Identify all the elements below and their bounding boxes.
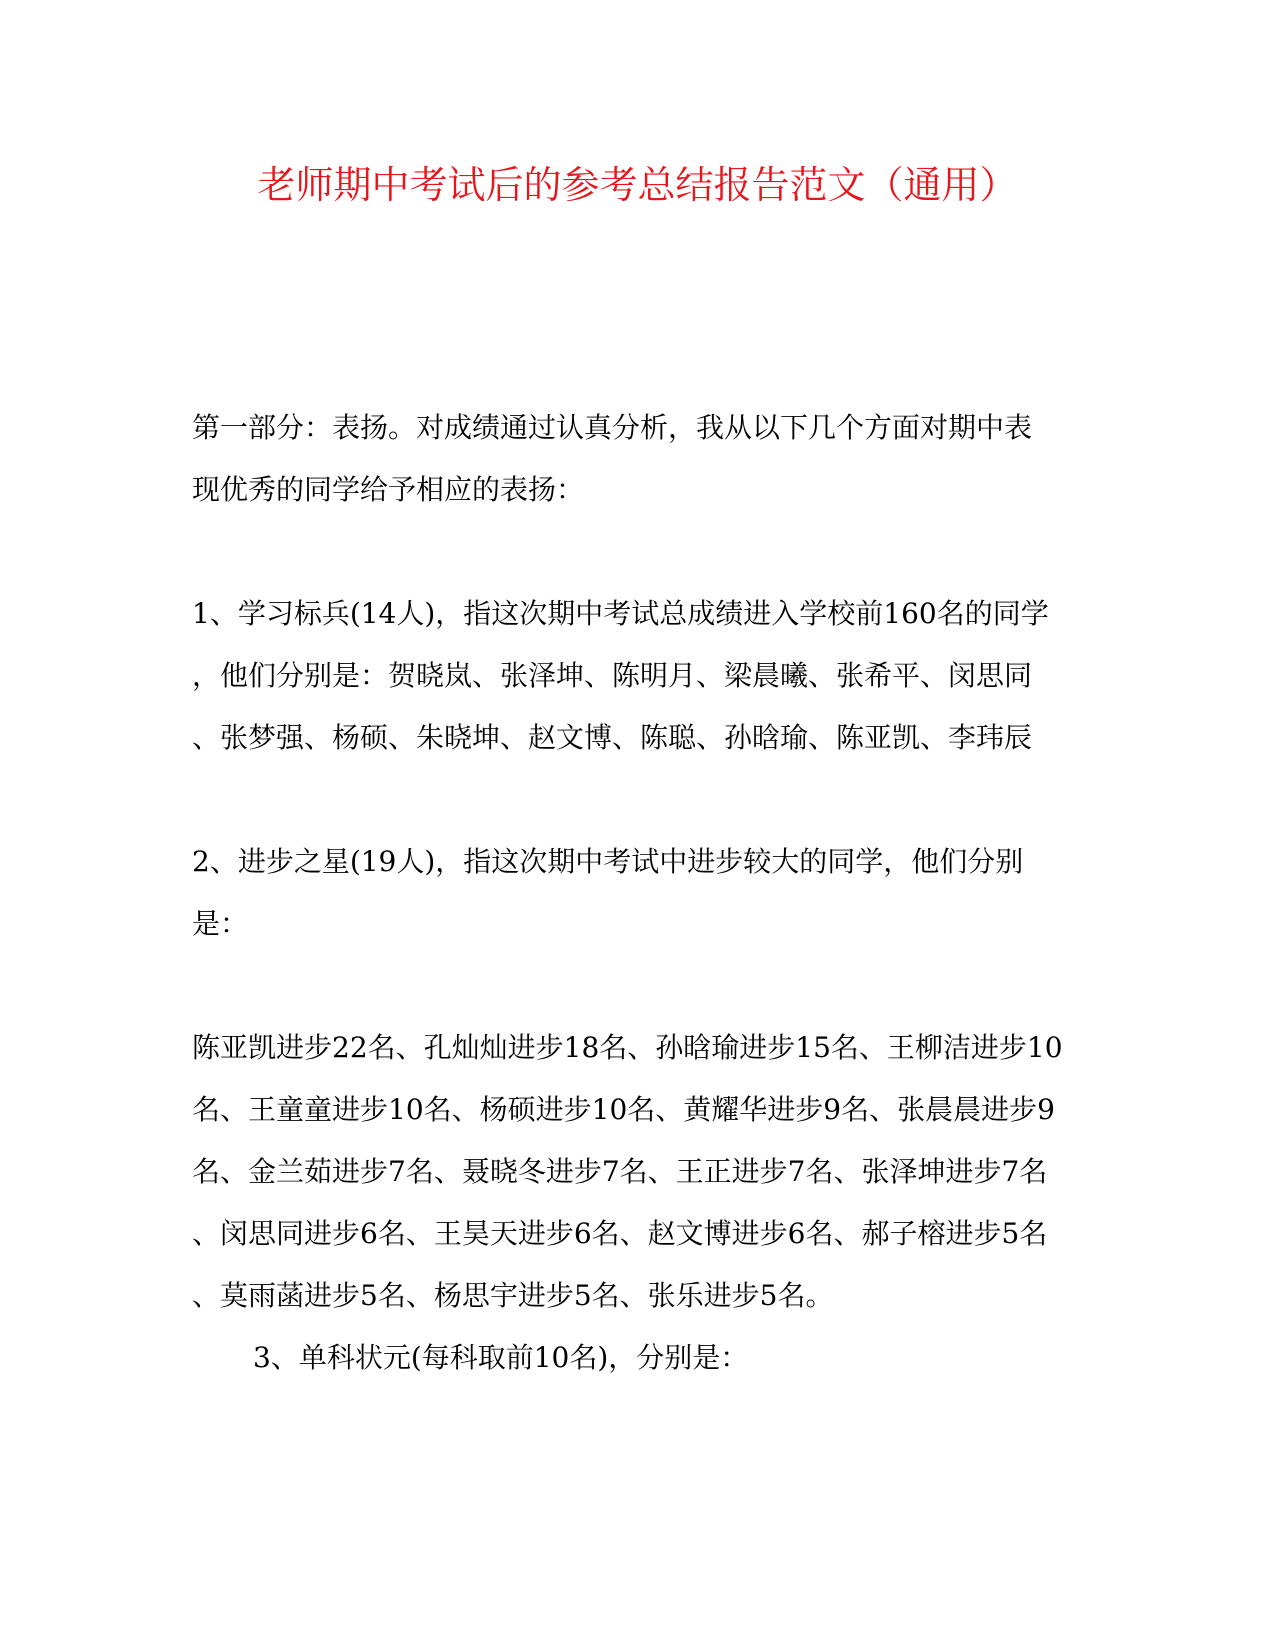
progress-line-5: 、莫雨菡进步5名、杨思宇进步5名、张乐进步5名。	[192, 1279, 834, 1312]
progress-line-3: 名、金兰茹进步7名、聂晓冬进步7名、王正进步7名、张泽坤进步7名	[192, 1155, 1048, 1188]
document-title: 老师期中考试后的参考总结报告范文（通用）	[257, 163, 1018, 207]
intro-line-2: 现优秀的同学给予相应的表扬：	[192, 473, 585, 506]
progress-line-4: 、闵思同进步6名、王昊天进步6名、赵文博进步6名、郝子榕进步5名	[192, 1217, 1048, 1250]
item3-line: 3、单科状元(每科取前10名)，分别是：	[253, 1341, 749, 1374]
progress-line-1: 陈亚凯进步22名、孔灿灿进步18名、孙晗瑜进步15名、王柳洁进步10	[192, 1031, 1063, 1064]
progress-line-2: 名、王童童进步10名、杨硕进步10名、黄耀华进步9名、张晨晨进步9	[192, 1093, 1055, 1126]
item1-line-3: 、张梦强、杨硕、朱晓坤、赵文博、陈聪、孙晗瑜、陈亚凯、李玮辰	[192, 721, 1033, 754]
item1-line-1: 1、学习标兵(14人)，指这次期中考试总成绩进入学校前160名的同学	[192, 597, 1049, 630]
item2-line-2: 是：	[192, 907, 249, 940]
item1-line-2: ，他们分别是：贺晓岚、张泽坤、陈明月、梁晨曦、张希平、闵思同	[192, 659, 1033, 692]
item2-line-1: 2、进步之星(19人)，指这次期中考试中进步较大的同学，他们分别	[192, 845, 1024, 878]
intro-line-1: 第一部分：表扬。对成绩通过认真分析，我从以下几个方面对期中表	[192, 411, 1033, 444]
